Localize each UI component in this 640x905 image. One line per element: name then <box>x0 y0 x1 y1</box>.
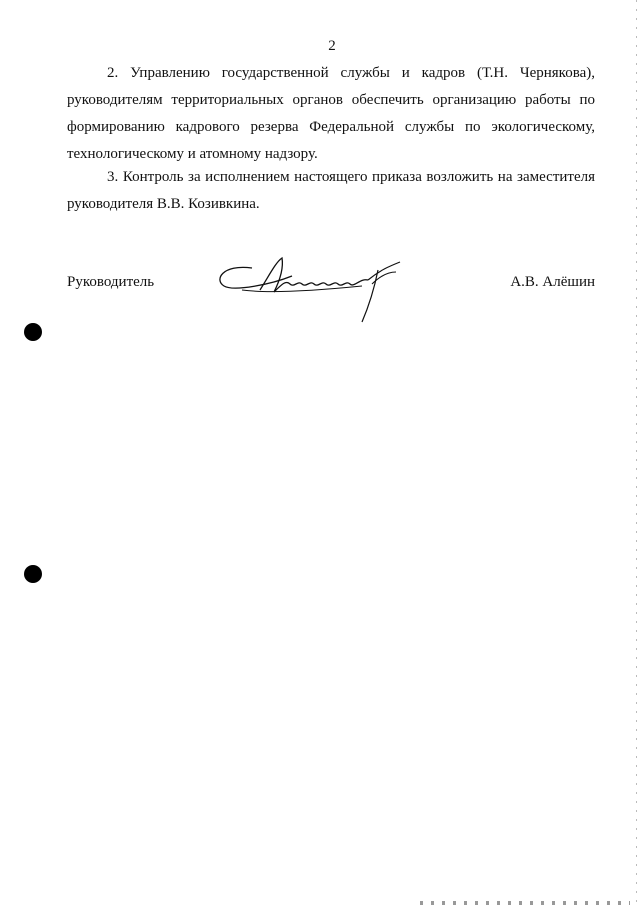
scan-edge <box>636 0 637 905</box>
signature-icon <box>212 250 422 330</box>
signatory-name: А.В. Алёшин <box>510 274 595 290</box>
page-number: 2 <box>328 38 336 54</box>
punch-hole-icon <box>24 565 42 583</box>
paragraph-item-2: 2. Управлению государственной службы и кадров (Т.Н. Чернякова), руководителям территориальных органов обеспечить организацию работы по формированию кадрового резерва Федеральной службы по экологическому, технологическому и атомному надзору. <box>67 65 595 162</box>
signature-block <box>0 270 640 330</box>
punch-hole-icon <box>24 323 42 341</box>
scan-marks <box>420 901 630 905</box>
signatory-title: Руководитель <box>67 274 155 290</box>
paragraph-item-3: 3. Контроль за исполнением настоящего приказа возложить на заместителя руководителя В.В. Козивкина. <box>67 169 595 212</box>
